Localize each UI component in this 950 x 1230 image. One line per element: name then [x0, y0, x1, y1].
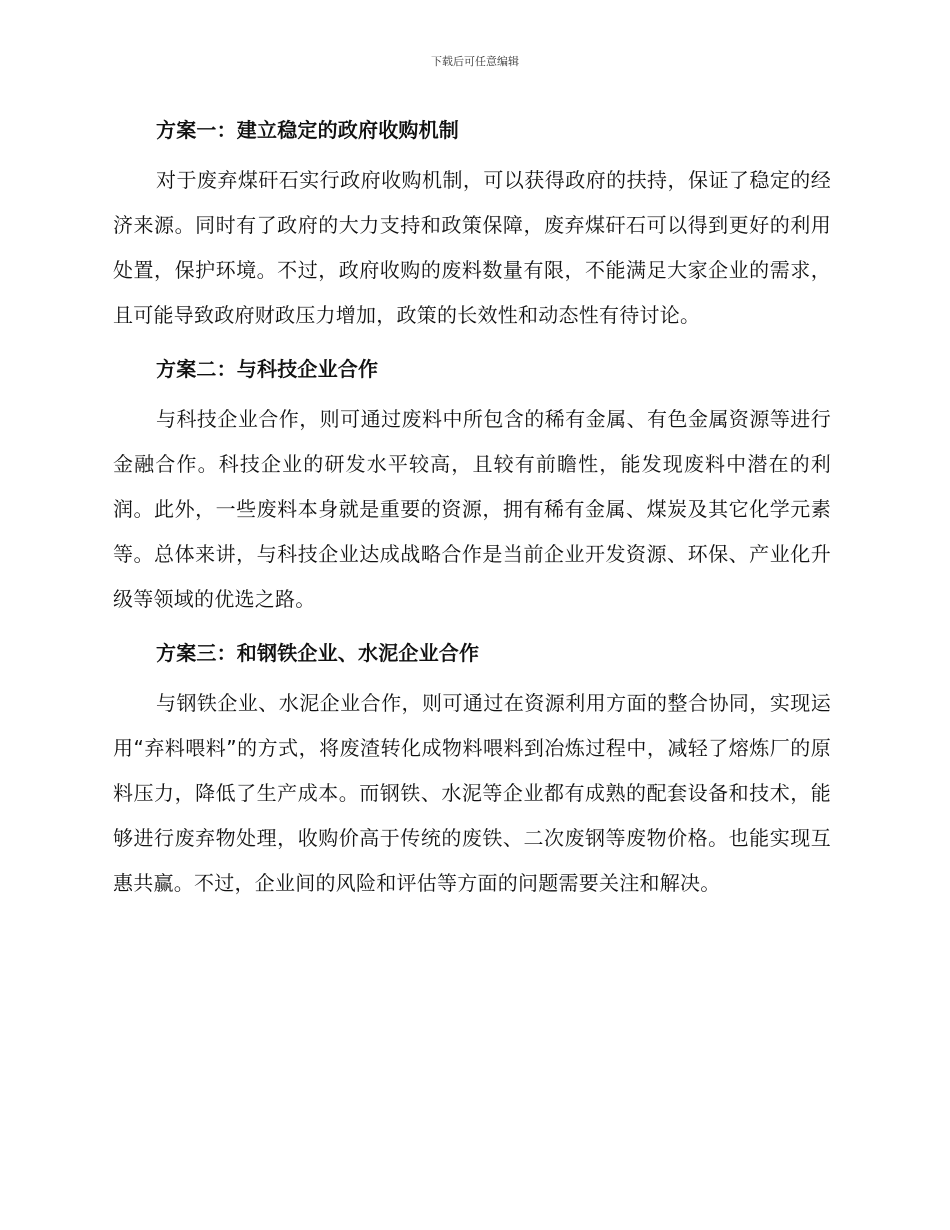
section-body-plan-1: 对于废弃煤矸石实行政府收购机制，可以获得政府的扶持，保证了稳定的经济来源。同时有了政府的大力支持和政策保障，废弃煤矸石可以得到更好的利用处置，保护环境。不过，政府收购的废料数量有限，不能满足大家企业的需求，且可能导致政府财政压力增加，政策的长效性和动态性有待讨论。	[113, 168, 831, 327]
section-body-plan-3: 与钢铁企业、水泥企业合作，则可通过在资源利用方面的整合协同，实现运用“弃料喂料”的方式，将废渣转化成物料喂料到冶炼过程中，减轻了熔炼厂的原料压力，降低了生产成本。而钢铁、水泥等企业都有成熟的配套设备和技术，能够进行废弃物处理，收购价高于传统的废铁、二次废钢等废物价格。也能实现互惠共赢。不过，企业间的风险和评估等方面的问题需要关注和解决。	[113, 691, 831, 895]
header-note: 下载后可任意编辑	[431, 55, 519, 68]
section-body-plan-2: 与科技企业合作，则可通过废料中所包含的稀有金属、有色金属资源等进行金融合作。科技企业的研发水平较高，且较有前瞻性，能发现废料中潜在的利润。此外，一些废料本身就是重要的资源，拥有稀有金属、煤炭及其它化学元素等。总体来讲，与科技企业达成战略合作是当前企业开发资源、环保、产业化升级等领域的优选之路。	[113, 407, 831, 611]
section-heading-plan-2: 方案二：与科技企业合作	[156, 357, 379, 381]
section-heading-plan-3: 方案三：和钢铁企业、水泥企业合作	[156, 641, 480, 665]
section-plan-3	[113, 639, 831, 906]
document-content	[113, 116, 831, 906]
section-heading-plan-1: 方案一：建立稳定的政府收购机制	[156, 118, 459, 142]
section-plan-1	[113, 116, 831, 338]
section-plan-2	[113, 355, 831, 622]
